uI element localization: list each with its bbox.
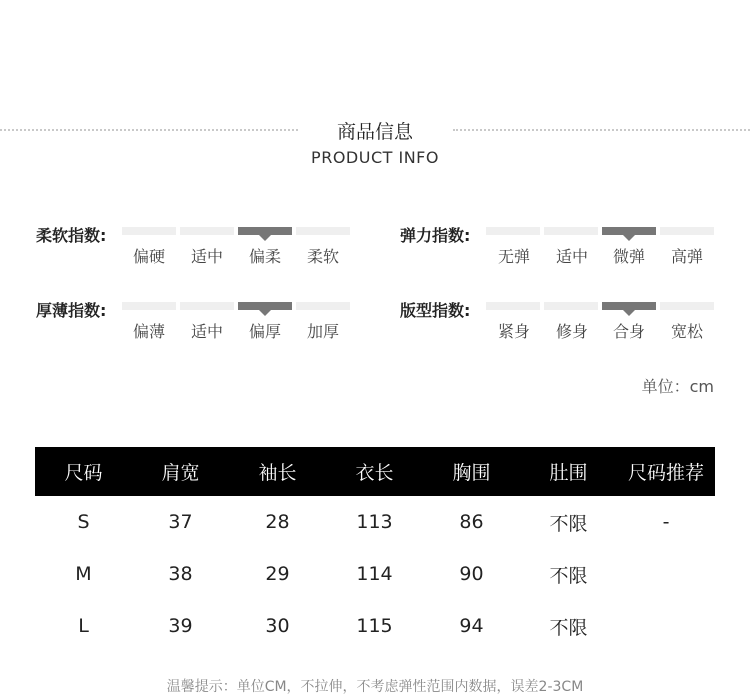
table-cell: 39: [168, 615, 193, 637]
table-cell: 90: [459, 563, 484, 585]
size-table-header: [35, 447, 715, 496]
table-cell: 30: [265, 615, 290, 637]
header-cell: 肚围: [549, 462, 588, 484]
index-label: 厚薄指数:: [36, 301, 107, 320]
header-cell: 肩宽: [161, 462, 200, 484]
header-cell: 胸围: [452, 462, 491, 484]
table-cell: 94: [459, 615, 484, 637]
fit-index: [400, 298, 720, 348]
index-option: 适中: [190, 247, 223, 266]
index-option: 适中: [555, 247, 588, 266]
index-option: 柔软: [306, 247, 339, 266]
index-option: 偏厚: [248, 322, 281, 341]
index-segment: [660, 302, 714, 310]
table-cell: 28: [265, 511, 290, 533]
index-option: 偏硬: [132, 247, 165, 266]
index-option: 微弹: [612, 247, 645, 266]
table-cell: 不限: [549, 512, 588, 535]
index-option: 合身: [612, 322, 645, 341]
index-option: 宽松: [670, 322, 703, 341]
table-cell: 113: [356, 511, 393, 533]
index-segment: [122, 302, 176, 310]
section-title-cn: 商品信息: [336, 121, 413, 143]
header-cell: 尺码: [64, 462, 103, 484]
table-cell: S: [77, 511, 90, 533]
index-option: 高弹: [670, 247, 703, 266]
table-cell: 38: [168, 563, 193, 585]
index-option: 偏薄: [132, 322, 165, 341]
index-segment: [296, 302, 350, 310]
index-option: 加厚: [306, 322, 339, 341]
header-cell: 袖长: [258, 462, 297, 484]
header-cell: 衣长: [355, 462, 394, 484]
table-cell: 不限: [549, 564, 588, 587]
elasticity-index: [400, 223, 720, 273]
section-title-en: PRODUCT INFO: [311, 148, 439, 167]
index-segment: [660, 227, 714, 235]
index-option: 修身: [555, 322, 588, 341]
softness-index: [36, 223, 356, 273]
index-option: 适中: [190, 322, 223, 341]
index-label: 柔软指数:: [36, 226, 107, 245]
index-segment: [544, 227, 598, 235]
table-cell: 115: [356, 615, 393, 637]
index-segment: [296, 227, 350, 235]
table-cell: 114: [356, 563, 393, 585]
index-segment: [180, 302, 234, 310]
table-row: [35, 548, 715, 600]
size-table: [35, 447, 715, 652]
size-note: 温馨提示：单位CM，不拉伸，不考虑弹性范围内数据，误差2-3CM: [166, 679, 584, 695]
index-segment-selected: [602, 227, 656, 235]
index-segment: [486, 302, 540, 310]
index-option: 无弹: [497, 247, 530, 266]
table-cell: 不限: [549, 616, 588, 639]
index-option: 偏柔: [248, 247, 281, 266]
index-segment-selected: [238, 227, 292, 235]
table-cell: -: [662, 511, 670, 533]
index-segment: [180, 227, 234, 235]
index-segment-selected: [238, 302, 292, 310]
index-segment-selected: [602, 302, 656, 310]
table-cell: L: [78, 615, 89, 637]
index-segment: [486, 227, 540, 235]
table-cell: M: [75, 563, 92, 585]
table-cell: 29: [265, 563, 290, 585]
table-row: [35, 496, 715, 548]
index-label: 版型指数:: [400, 301, 471, 320]
table-row: [35, 600, 715, 652]
table-cell: 86: [459, 511, 484, 533]
table-cell: 37: [168, 511, 193, 533]
thickness-index: [36, 298, 356, 348]
index-label: 弹力指数:: [400, 226, 471, 245]
header-cell: 尺码推荐: [627, 462, 704, 484]
index-option: 紧身: [497, 322, 530, 341]
index-segment: [544, 302, 598, 310]
section-header: [0, 112, 750, 172]
unit-label: 单位：cm: [641, 377, 714, 396]
index-segment: [122, 227, 176, 235]
